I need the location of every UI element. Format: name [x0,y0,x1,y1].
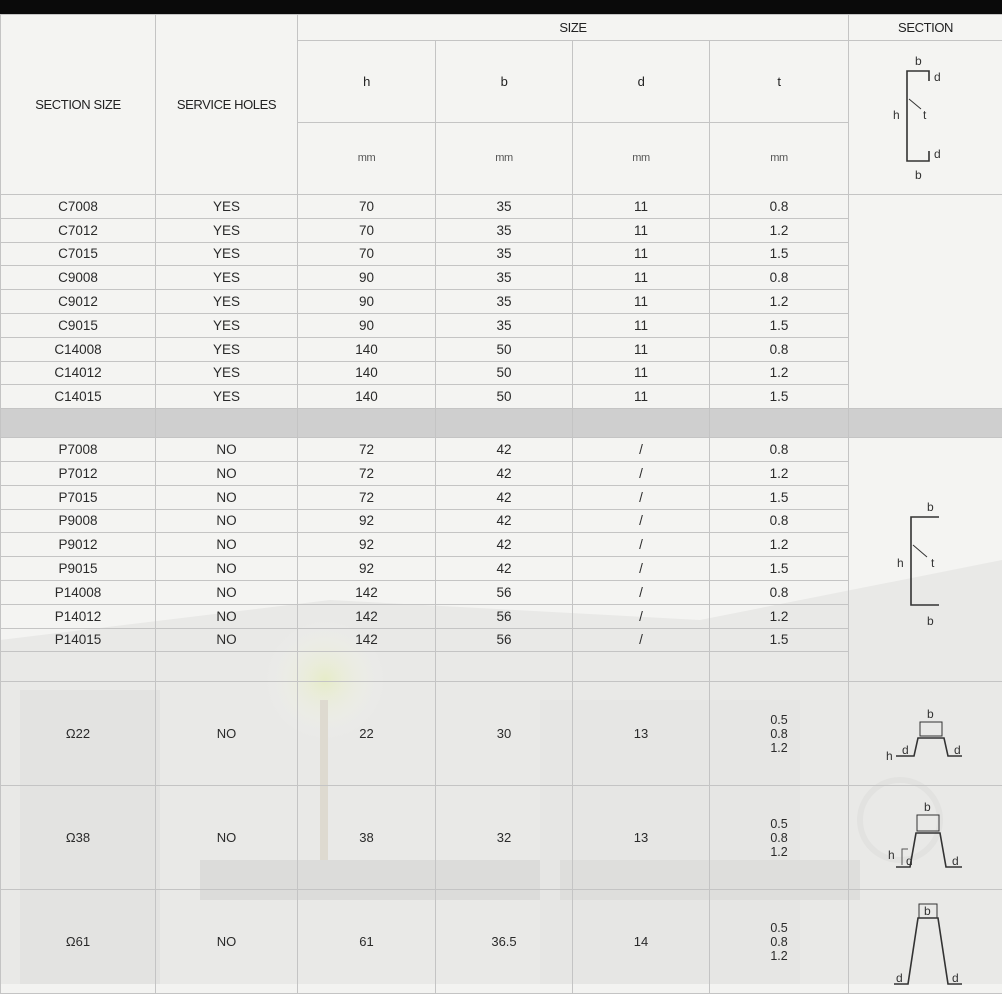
header-h: h [298,41,436,123]
p-label-h: h [897,556,904,570]
table-row [1,890,1002,994]
cell-t: 1.5 [710,485,849,509]
cell-section-size: C14008 [1,337,156,361]
cell-section-size: P7015 [1,485,156,509]
cell-d: / [573,485,710,509]
omega61-diagram-cell [849,890,1002,994]
cell-section-size: Ω22 [1,682,156,786]
header-section: SECTION [849,15,1002,41]
cell-b: 35 [436,313,573,337]
cell-b: 35 [436,195,573,219]
cell-b: 30 [436,682,573,786]
cell-d: / [573,580,710,604]
cell-d: / [573,533,710,557]
cell-d: / [573,557,710,581]
cell-d: / [573,509,710,533]
table-row [1,361,1002,385]
cell-d: 11 [573,242,710,266]
cell-h: 70 [298,195,436,219]
table-row [1,313,1002,337]
c-label-b-top: b [915,54,922,68]
o22-label-d-left: d [902,743,909,757]
cell-section-size: C9015 [1,313,156,337]
cell-d: 11 [573,266,710,290]
cell-b: 56 [436,604,573,628]
cell-b: 56 [436,580,573,604]
cell-d: / [573,438,710,462]
cell-h: 72 [298,461,436,485]
header-size: SIZE [298,15,849,41]
cell-h: 140 [298,361,436,385]
cell-b: 35 [436,290,573,314]
unit-b: mm [436,122,573,194]
cell-service-holes: YES [156,242,298,266]
t-value: 0.8 [770,727,787,741]
cell-section-size: C7008 [1,195,156,219]
cell-service-holes: NO [156,533,298,557]
cell-h: 90 [298,313,436,337]
cell-t: 1.2 [710,461,849,485]
cell-t: 0.8 [710,509,849,533]
cell-h: 92 [298,509,436,533]
omega38-section-diagram [866,793,986,883]
cell-h: 72 [298,485,436,509]
cell-section-size: P14015 [1,628,156,652]
cell-t: 1.5 [710,242,849,266]
cell-b: 42 [436,461,573,485]
p-section-diagram-cell [849,438,1002,682]
cell-t: 0.8 [710,337,849,361]
cell-d: 11 [573,195,710,219]
cell-h: 92 [298,533,436,557]
cell-b: 42 [436,557,573,581]
t-value: 0.5 [770,921,787,935]
o61-label-b: b [924,904,931,918]
cell-h: 70 [298,218,436,242]
cell-t: 0.8 [710,195,849,219]
cell-h: 140 [298,337,436,361]
cell-t: 1.5 [710,313,849,337]
cell-service-holes: NO [156,438,298,462]
cell-d: 11 [573,290,710,314]
o22-label-b: b [927,707,934,721]
cell-section-size: C7012 [1,218,156,242]
cell-t: 1.2 [710,290,849,314]
cell-b: 50 [436,337,573,361]
cell-service-holes: YES [156,385,298,409]
t-value: 0.8 [770,935,787,949]
c-label-d-bottom: d [934,147,940,161]
cell-service-holes: YES [156,313,298,337]
cell-t [710,890,849,994]
t-value: 1.2 [770,949,787,963]
cell-service-holes: NO [156,786,298,890]
cell-section-size: C14015 [1,385,156,409]
cell-h: 90 [298,290,436,314]
cell-service-holes: YES [156,361,298,385]
cell-section-size: P9012 [1,533,156,557]
table-row [1,195,1002,219]
cell-t [710,786,849,890]
cell-h: 72 [298,438,436,462]
cell-t: 0.8 [710,266,849,290]
c-section-diagram [871,41,981,191]
cell-b: 50 [436,361,573,385]
separator-row [1,409,1002,438]
t-value: 0.5 [770,713,787,727]
cell-d: / [573,461,710,485]
cell-service-holes: YES [156,195,298,219]
o61-label-d-left: d [896,971,903,985]
header-section-size: SECTION SIZE [1,15,156,195]
cell-b: 42 [436,533,573,557]
t-value: 1.2 [770,845,787,859]
table-row [1,290,1002,314]
cell-h: 22 [298,682,436,786]
cell-section-size: P7012 [1,461,156,485]
cell-section-size: Ω61 [1,890,156,994]
cell-h: 70 [298,242,436,266]
cell-t: 1.2 [710,218,849,242]
omega38-diagram-cell [849,786,1002,890]
header-b: b [436,41,573,123]
cell-d: 11 [573,218,710,242]
cell-section-size: Ω38 [1,786,156,890]
cell-h: 142 [298,628,436,652]
c-label-h: h [893,108,899,122]
cell-service-holes: NO [156,604,298,628]
cell-section-size: P9015 [1,557,156,581]
c-section-diagram-cell [849,41,1002,195]
c-label-b-bottom: b [915,168,922,182]
cell-section-size: P14012 [1,604,156,628]
unit-h: mm [298,122,436,194]
cell-section-size: C14012 [1,361,156,385]
c-label-t: t [923,108,927,122]
table-row [1,242,1002,266]
cell-d: 11 [573,313,710,337]
header-service-holes: SERVICE HOLES [156,15,298,195]
cell-service-holes: YES [156,337,298,361]
table-row [1,266,1002,290]
t-value: 0.5 [770,817,787,831]
omega22-section-diagram [866,694,986,774]
cell-t: 1.5 [710,385,849,409]
o38-label-h: h [888,848,895,862]
cell-h: 38 [298,786,436,890]
cell-b: 35 [436,242,573,266]
o61-label-d-right: d [952,971,959,985]
p-label-t: t [931,556,935,570]
table-row [1,337,1002,361]
cell-service-holes: YES [156,266,298,290]
c-label-d-top: d [934,70,940,84]
cell-section-size: P14008 [1,580,156,604]
table-row [1,438,1002,462]
section-spec-table [0,14,1002,994]
cell-t [710,682,849,786]
cell-service-holes: NO [156,461,298,485]
cell-h: 142 [298,604,436,628]
cell-d: 11 [573,385,710,409]
cell-t: 1.5 [710,557,849,581]
top-bar [0,0,1002,14]
cell-b: 42 [436,485,573,509]
cell-t: 1.2 [710,604,849,628]
o38-label-d-right: d [952,854,959,868]
cell-t: 0.8 [710,580,849,604]
cell-service-holes: NO [156,485,298,509]
cell-t: 1.2 [710,361,849,385]
cell-service-holes: NO [156,509,298,533]
cell-d: 11 [573,361,710,385]
cell-d: 14 [573,890,710,994]
cell-section-size: P9008 [1,509,156,533]
omega61-section-diagram [866,892,986,992]
cell-b: 36.5 [436,890,573,994]
cell-service-holes: YES [156,290,298,314]
p-label-b-top: b [927,500,934,514]
cell-b: 35 [436,266,573,290]
omega22-diagram-cell [849,682,1002,786]
o38-label-b: b [924,800,931,814]
cell-h: 92 [298,557,436,581]
cell-section-size: C9008 [1,266,156,290]
cell-t: 0.8 [710,438,849,462]
p-section-diagram [871,475,981,645]
t-value: 1.2 [770,741,787,755]
table-row [1,218,1002,242]
cell-d: 13 [573,786,710,890]
cell-service-holes: NO [156,682,298,786]
o22-label-d-right: d [954,743,961,757]
o22-label-h: h [886,749,893,763]
cell-section-size: C9012 [1,290,156,314]
o38-label-d-left: d [906,854,913,868]
cell-h: 61 [298,890,436,994]
table-row [1,385,1002,409]
unit-d: mm [573,122,710,194]
cell-service-holes: YES [156,218,298,242]
cell-t: 1.2 [710,533,849,557]
cell-d: / [573,628,710,652]
cell-h: 90 [298,266,436,290]
cell-b: 56 [436,628,573,652]
p-label-b-bottom: b [927,614,934,628]
cell-h: 142 [298,580,436,604]
cell-b: 50 [436,385,573,409]
cell-d: 13 [573,682,710,786]
table-row [1,786,1002,890]
header-d: d [573,41,710,123]
cell-b: 42 [436,438,573,462]
header-t: t [710,41,849,123]
cell-b: 35 [436,218,573,242]
cell-service-holes: NO [156,628,298,652]
table-row [1,682,1002,786]
cell-section-size: P7008 [1,438,156,462]
cell-d: 11 [573,337,710,361]
cell-d: / [573,604,710,628]
cell-section-size: C7015 [1,242,156,266]
cell-h: 140 [298,385,436,409]
cell-service-holes: NO [156,580,298,604]
unit-t: mm [710,122,849,194]
cell-service-holes: NO [156,557,298,581]
t-value: 0.8 [770,831,787,845]
cell-t: 1.5 [710,628,849,652]
cell-b: 42 [436,509,573,533]
cell-service-holes: NO [156,890,298,994]
cell-b: 32 [436,786,573,890]
